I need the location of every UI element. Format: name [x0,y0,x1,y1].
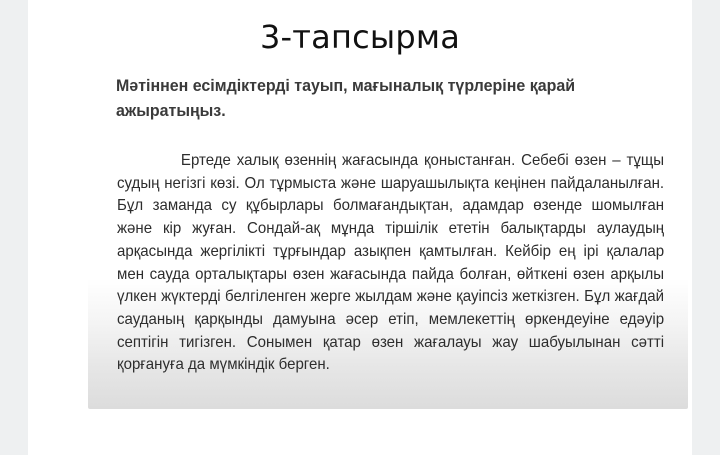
slide [28,0,692,455]
task-paragraph: Ертеде халық өзеннің жағасында қоныстанған. Себебі өзен – тұщы судың негізгі көзі. Ол тұрмыста және шаруашылықта кеңінен пайдаланылған. Бұл заманда су құбырлары болмағандықтан, адамдар өзенде шомылған және кір жуған. Сондай-ақ мұнда тіршілік ететін балықтарды аулаудың арқасында жергілікті тұрғындар азықпен қамтылған. Кейбір ең ірі қалалар мен сауда орталықтары өзен жағасында пайда болған, өйткені өзен арқылы үлкен жүктерді белгіленген жерге жылдам және қауіпсіз жеткізген. Бұл жағдай сауданың қарқынды дамуына әсер етіп, мемлекеттің өркендеуіне едәуір септігін тигізген. Сонымен қатар өзен жағалауы жау шабуылынан сәтті қорғануға да мүмкіндік берген. [117,152,665,374]
task-instruction: Мәтіннен есімдіктерді тауып, мағыналық түрлеріне қарай ажыратыңыз. [116,76,576,120]
slide-title: 3-тапсырма [260,18,460,56]
